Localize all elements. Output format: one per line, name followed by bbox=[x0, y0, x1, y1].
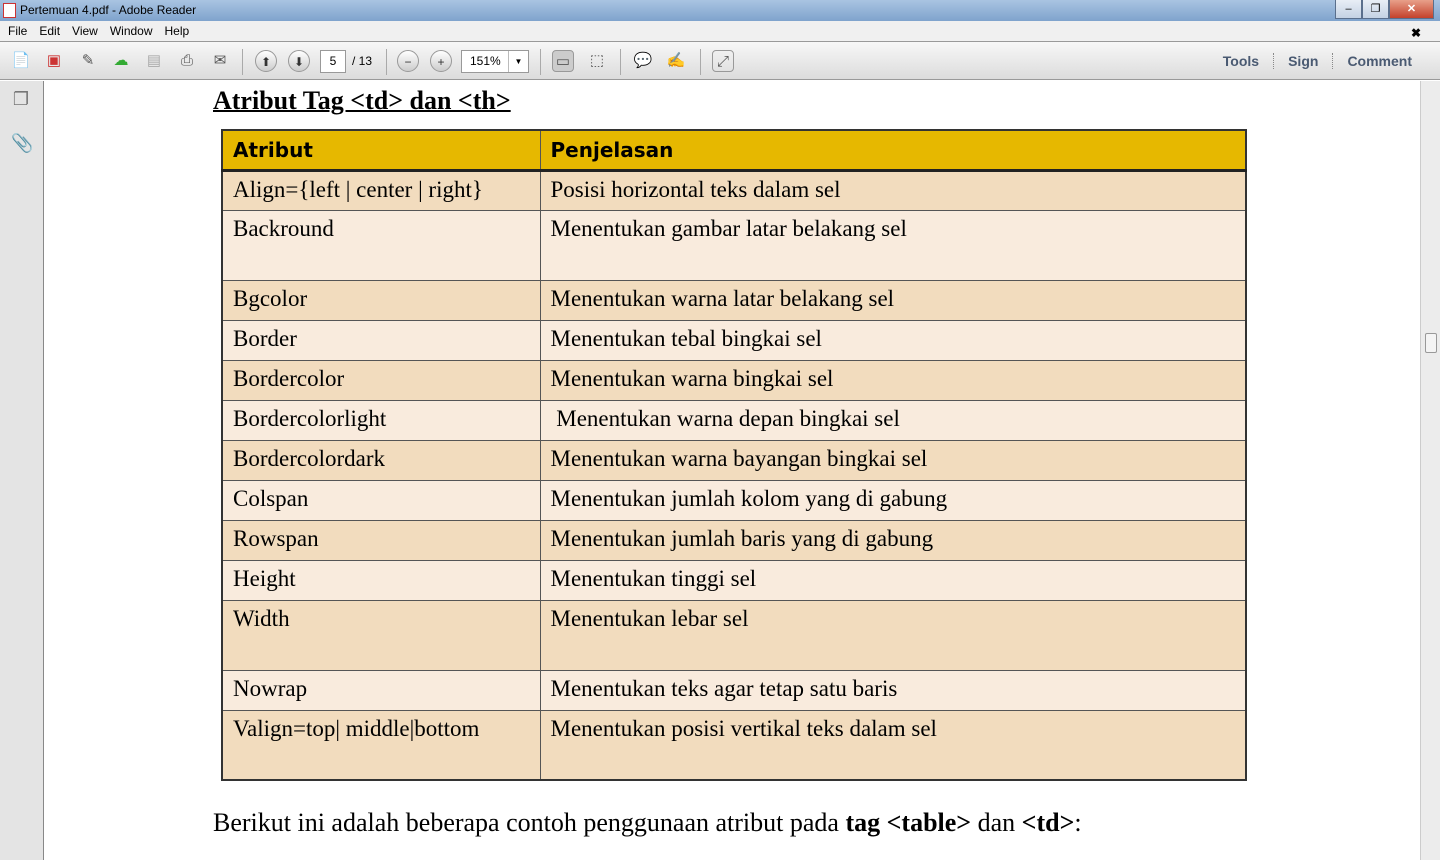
toolbar bbox=[0, 41, 1440, 80]
navigation-panel bbox=[0, 81, 44, 860]
zoom-select[interactable] bbox=[461, 50, 529, 73]
cell-penjelasan: Menentukan jumlah kolom yang di gabung bbox=[540, 480, 1246, 520]
next-page-icon[interactable]: ⬇ bbox=[288, 50, 310, 72]
chevron-down-icon[interactable]: ▼ bbox=[508, 51, 528, 72]
email-icon[interactable]: ✉ bbox=[213, 52, 227, 69]
cell-atribut: Nowrap bbox=[222, 670, 540, 710]
table-row bbox=[222, 280, 1246, 320]
cell-atribut: Valign=top| middle|bottom bbox=[222, 710, 540, 780]
edit-icon[interactable]: ✎ bbox=[81, 52, 95, 69]
table-header-row bbox=[222, 130, 1246, 170]
full-screen-icon[interactable]: ⤢ bbox=[712, 50, 734, 72]
highlight-icon[interactable]: ✍ bbox=[666, 52, 686, 69]
print-icon[interactable]: ⎙ bbox=[180, 52, 193, 69]
table-row bbox=[222, 440, 1246, 480]
cell-penjelasan: Menentukan jumlah baris yang di gabung bbox=[540, 520, 1246, 560]
menu-view[interactable]: View bbox=[72, 24, 98, 38]
sign-button[interactable]: Sign bbox=[1273, 53, 1332, 69]
page-thumbnails-icon[interactable]: ❐ bbox=[12, 89, 30, 109]
zoom-out-icon[interactable]: − bbox=[397, 50, 419, 72]
tools-button[interactable]: Tools bbox=[1222, 53, 1260, 69]
save-icon[interactable]: ▤ bbox=[146, 52, 162, 69]
cell-atribut: Width bbox=[222, 600, 540, 670]
cell-penjelasan: Menentukan warna bingkai sel bbox=[540, 360, 1246, 400]
fit-page-icon[interactable]: ▭ bbox=[552, 50, 574, 72]
cell-penjelasan: Menentukan teks agar tetap satu baris bbox=[540, 670, 1246, 710]
cell-penjelasan: Menentukan posisi vertikal teks dalam sel bbox=[540, 710, 1246, 780]
cell-atribut: Border bbox=[222, 320, 540, 360]
upload-cloud-icon[interactable]: ☁ bbox=[113, 52, 129, 69]
cell-penjelasan: Menentukan warna bayangan bingkai sel bbox=[540, 440, 1246, 480]
table-row bbox=[222, 400, 1246, 440]
restore-button[interactable]: ❐ bbox=[1362, 0, 1389, 19]
menu-bar bbox=[0, 21, 1440, 41]
page-total: / 13 bbox=[352, 54, 373, 68]
cell-penjelasan: Menentukan warna latar belakang sel bbox=[540, 280, 1246, 320]
cell-atribut: Bordercolorlight bbox=[222, 400, 540, 440]
table-row bbox=[222, 170, 1246, 210]
cell-atribut: Bordercolor bbox=[222, 360, 540, 400]
cell-atribut: Height bbox=[222, 560, 540, 600]
document-page bbox=[45, 81, 1420, 860]
document-heading: Atribut Tag <td> dan <th> bbox=[213, 86, 511, 115]
previous-page-icon[interactable]: ⬆ bbox=[255, 50, 277, 72]
cell-penjelasan: Menentukan lebar sel bbox=[540, 600, 1246, 670]
vertical-scrollbar[interactable] bbox=[1420, 81, 1440, 860]
cell-atribut: Colspan bbox=[222, 480, 540, 520]
cell-penjelasan: Menentukan tinggi sel bbox=[540, 560, 1246, 600]
para-text-mid: dan bbox=[971, 808, 1022, 837]
header-atribut: Atribut bbox=[222, 130, 540, 170]
close-button[interactable]: ✕ bbox=[1389, 0, 1434, 19]
comment-button[interactable]: Comment bbox=[1332, 53, 1426, 69]
pdf-app-icon bbox=[3, 3, 16, 18]
table-row bbox=[222, 520, 1246, 560]
table-row bbox=[222, 360, 1246, 400]
para-text: Berikut ini adalah beberapa contoh penggunaan atribut pada bbox=[213, 808, 846, 837]
para-bold-2: <td> bbox=[1021, 808, 1075, 837]
menu-edit[interactable]: Edit bbox=[39, 24, 61, 38]
table-row bbox=[222, 480, 1246, 520]
cell-atribut: Rowspan bbox=[222, 520, 540, 560]
close-document-icon[interactable]: ✖ bbox=[1410, 26, 1421, 40]
zoom-in-icon[interactable]: + bbox=[430, 50, 452, 72]
scrollbar-thumb[interactable] bbox=[1425, 333, 1437, 353]
create-pdf-icon[interactable]: ▣ bbox=[46, 52, 62, 69]
attributes-table bbox=[221, 129, 1247, 781]
cell-penjelasan: Menentukan tebal bingkai sel bbox=[540, 320, 1246, 360]
cell-atribut: Bgcolor bbox=[222, 280, 540, 320]
table-row bbox=[222, 320, 1246, 360]
page-number-input[interactable]: 5 bbox=[320, 50, 346, 73]
body-paragraph bbox=[213, 808, 1082, 838]
cell-penjelasan: Posisi horizontal teks dalam sel bbox=[540, 170, 1246, 210]
attachments-icon[interactable]: 📎 bbox=[11, 133, 34, 153]
cell-atribut: Align={left | center | right} bbox=[222, 170, 540, 210]
open-icon[interactable]: 📄 bbox=[11, 52, 31, 69]
window-title: Pertemuan 4.pdf - Adobe Reader bbox=[20, 3, 197, 17]
title-bar bbox=[0, 0, 1440, 21]
table-row bbox=[222, 670, 1246, 710]
table-row bbox=[222, 560, 1246, 600]
table-row bbox=[222, 710, 1246, 780]
cell-penjelasan: Menentukan gambar latar belakang sel bbox=[540, 210, 1246, 280]
minimize-button[interactable]: – bbox=[1335, 0, 1362, 19]
menu-file[interactable]: File bbox=[8, 24, 28, 38]
table-row bbox=[222, 210, 1246, 280]
para-suffix: : bbox=[1074, 808, 1082, 837]
menu-window[interactable]: Window bbox=[109, 24, 153, 38]
cell-atribut: Bordercolordark bbox=[222, 440, 540, 480]
table-row bbox=[222, 600, 1246, 670]
cell-penjelasan: Menentukan warna depan bingkai sel bbox=[540, 400, 1246, 440]
menu-help[interactable]: Help bbox=[164, 24, 190, 38]
para-bold-1: tag <table> bbox=[845, 808, 972, 837]
sticky-note-icon[interactable]: 💬 bbox=[633, 52, 653, 69]
cell-atribut: Backround bbox=[222, 210, 540, 280]
fit-width-icon[interactable]: ⬚ bbox=[589, 52, 605, 69]
header-penjelasan: Penjelasan bbox=[540, 130, 1246, 170]
zoom-value: 151% bbox=[470, 54, 501, 68]
